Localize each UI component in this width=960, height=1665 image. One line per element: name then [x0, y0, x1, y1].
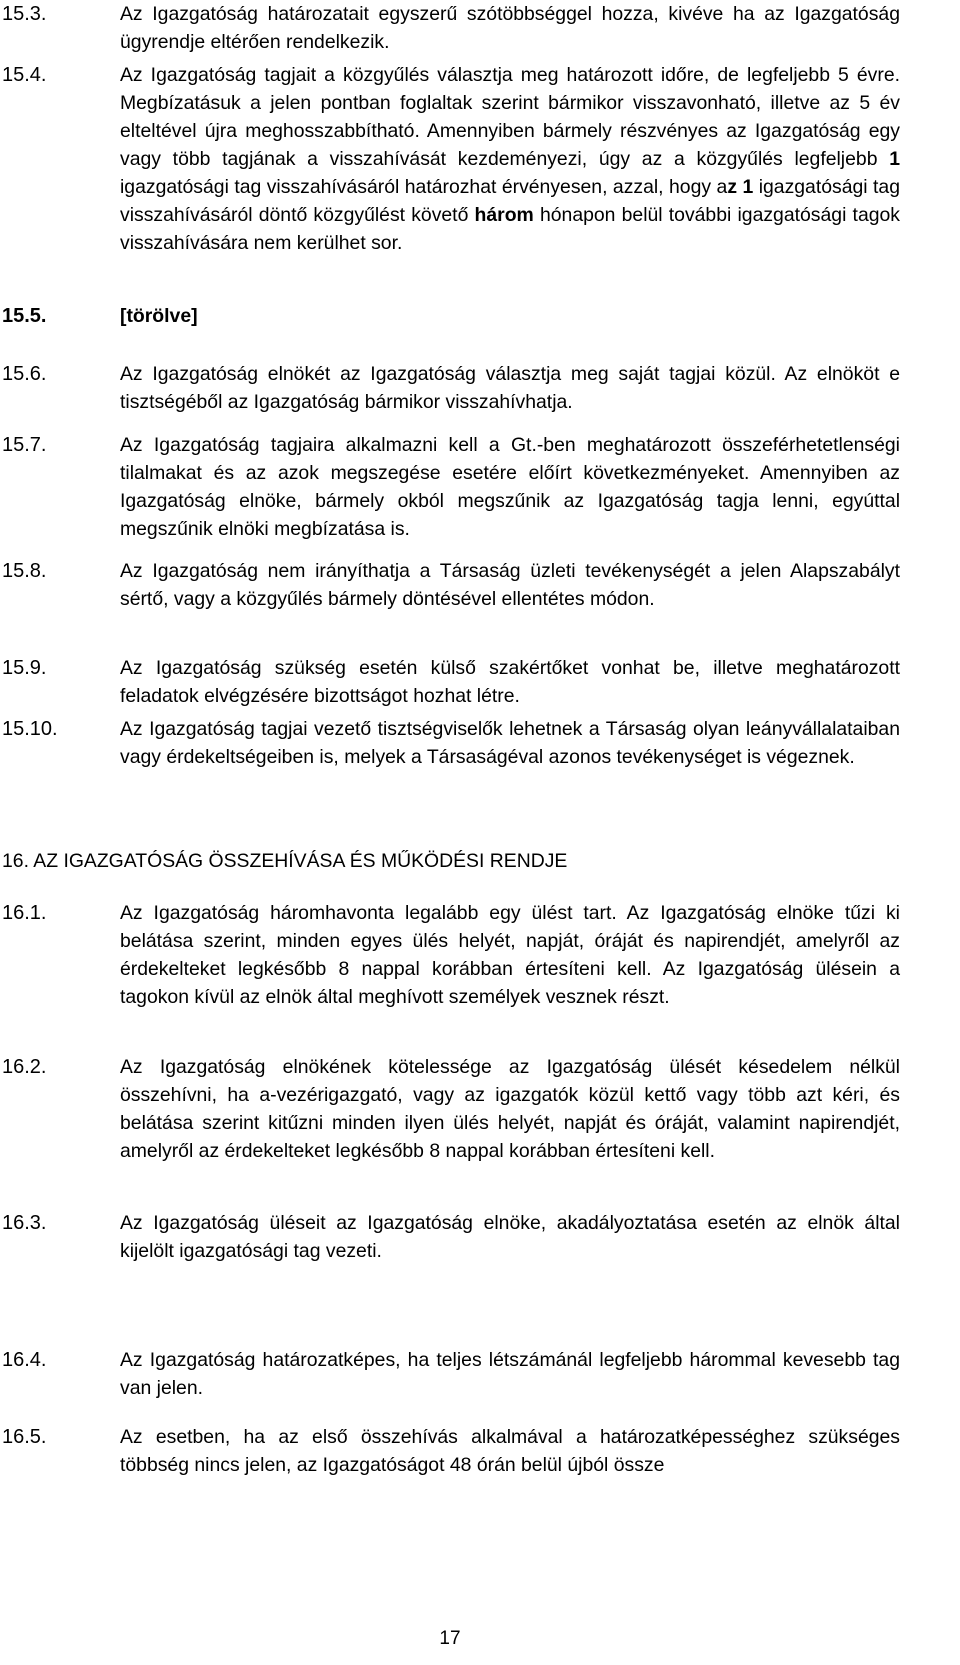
clause-text: Az Igazgatóság határozatképes, ha teljes létszámánál legfeljebb hárommal kevesebb tag van jelen. [120, 1349, 900, 1399]
clause-text: Az Igazgatóság szükség esetén külső szakértőket vonhat be, illetve meghatározott feladatok elvégzésére bizottságot hozhat létre. [120, 657, 900, 707]
page-number: 17 [439, 1628, 461, 1649]
clause-number: 15.5. [2, 305, 47, 327]
clause-text: Az Igazgatóság elnökét az Igazgatóság választja meg saját tagjai közül. Az elnököt e tisztségéből az Igazgatóság bármikor visszahívhatja. [120, 363, 900, 413]
clause-text: Az Igazgatóság határozatait egyszerű szótöbbséggel hozza, kivéve ha az Igazgatóság ügyrendje eltérően rendelkezik. [120, 3, 900, 53]
clause-text: Az Igazgatóság tagjaira alkalmazni kell a Gt.-ben meghatározott összeférhetetlenségi tilalmakat és az azok megszegése esetére előírt következményeket. Amennyiben az Igazgatóság elnöke, bármely okból megszűnik az Igazgatóság tagja lenni, egyúttal megszűnik elnöki megbízatása is. [120, 434, 900, 540]
clause-number: 15.8. [2, 560, 47, 582]
clause-number: 16.1. [2, 902, 47, 924]
clause-number: 16.5. [2, 1426, 47, 1448]
section-heading: 16. AZ IGAZGATÓSÁG ÖSSZEHÍVÁSA ÉS MŰKÖDÉSI RENDJE [2, 850, 568, 872]
clause-text: Az esetben, ha az első összehívás alkalmával a határozatképességhez szükséges többség nincs jelen, az Igazgatóságot 48 órán belül újból össze [120, 1426, 900, 1476]
clause-number: 16.3. [2, 1212, 47, 1234]
clause-text: Az Igazgatóság háromhavonta legalább egy ülést tart. Az Igazgatóság elnöke tűzi ki belátása szerint, minden egyes ülés helyét, napját, óráját és napirendjét, amelyről az érdekelteket legkésőbb 8 nappal korábban értesíteni kell. Az Igazgatóság ülésein a tagokon kívül az elnök által meghívott személyek vesznek részt. [120, 902, 900, 1008]
clause-text: Az Igazgatóság elnökének kötelessége az Igazgatóság ülését késedelem nélkül összehívni, ha a‑vezérigazgató, vagy az igazgatók közül kettő vagy több azt kéri, és belátása szerint kitűzni minden ilyen ülés helyét, napját és óráját, valamint napirendjét, amelyről az érdekelteket legkésőbb 8 nappal korábban értesíteni kell. [120, 1056, 900, 1162]
clause-text: Az Igazgatóság üléseit az Igazgatóság elnöke, akadályoztatása esetén az elnök által kijelölt igazgatósági tag vezeti. [120, 1212, 900, 1262]
clause-text: Az Igazgatóság nem irányíthatja a Társaság üzleti tevékenységét a jelen Alapszabályt sértő, vagy a közgyűlés bármely döntésével ellentétes módon. [120, 560, 900, 610]
clause-number: 16.4. [2, 1349, 47, 1371]
clause-number: 16.2. [2, 1056, 47, 1078]
clause-number: 15.10. [2, 718, 58, 740]
clause-number: 15.6. [2, 363, 47, 385]
clause-number: 15.7. [2, 434, 47, 456]
clause-number: 15.9. [2, 657, 47, 679]
clause-text: Az Igazgatóság tagjait a közgyűlés választja meg határozott időre, de legfeljebb 5 évre. Megbízatásuk a jelen pontban foglaltak szerint bármikor visszavonható, illetve az 5 év elteltével újra meghosszabbítható. Amennyiben bármely részvényes az Igazgatóság egy vagy több tagjának a visszahívását kezdeményezi, úgy az a közgyűlés legfeljebb 1 igazgatósági tag visszahívásáról határozhat érvényesen, azzal, hogy az 1 igazgatósági tag visszahívásáról döntő közgyűlést követő három hónapon belül további igazgatósági tagok visszahívására nem kerülhet sor. [120, 64, 900, 254]
clause-text: Az Igazgatóság tagjai vezető tisztségviselők lehetnek a Társaság olyan leányvállalataiban vagy érdekeltségeiben is, melyek a Társaságéval azonos tevékenységet is végeznek. [120, 718, 900, 768]
clause-number: 15.3. [2, 3, 47, 25]
clause-number: 15.4. [2, 64, 47, 86]
clause-text: [törölve] [120, 305, 198, 327]
